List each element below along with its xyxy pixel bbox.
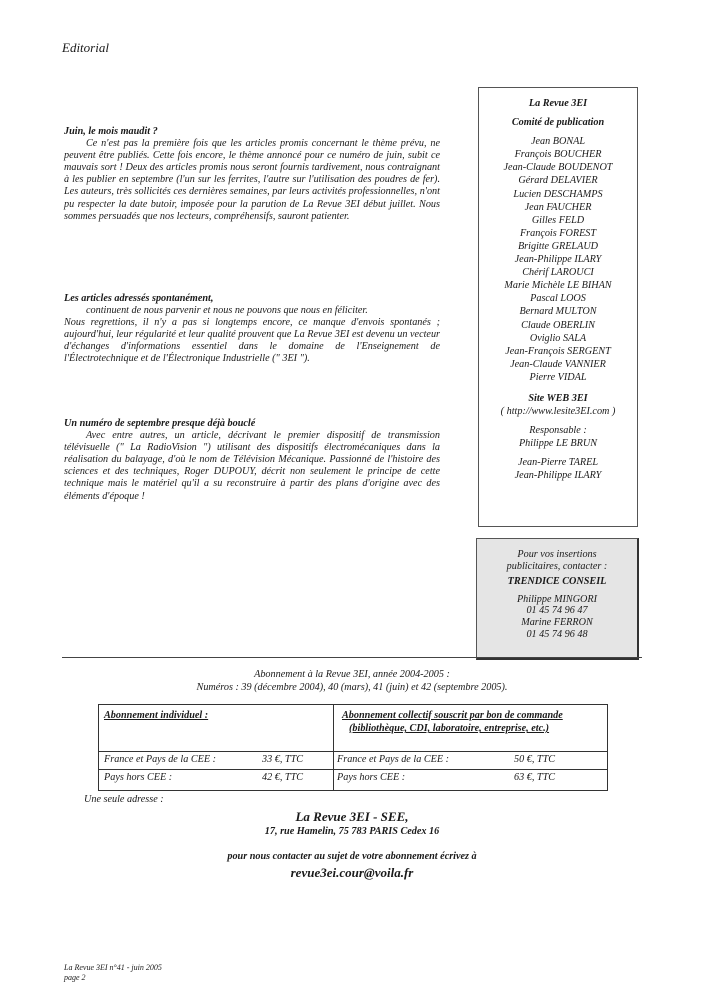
committee-heading: Comité de publication: [511, 117, 605, 129]
committee-member: Jean-François SERGENT: [505, 345, 611, 357]
ads-intro: Pour vos insertions: [517, 549, 597, 560]
committee-member: François BOUCHER: [514, 149, 602, 161]
table-row-divider: [99, 769, 607, 770]
subscription-year: Abonnement à la Revue 3EI, année 2004-2005 :: [254, 669, 450, 680]
individual-label: Pays hors CEE :: [104, 772, 173, 783]
ads-box: [476, 538, 639, 660]
article-2: [64, 293, 440, 366]
committee-member: Jean-Claude BOUDENOT: [503, 162, 613, 174]
single-address-label: Une seule adresse :: [84, 794, 164, 805]
committee-member: Gilles FELD: [531, 214, 585, 226]
contact-line: pour nous contacter au sujet de votre abonnement écrivez à: [227, 851, 477, 862]
section-divider: [62, 657, 642, 658]
article-3: [64, 418, 440, 503]
individual-label: France et Pays de la CEE :: [104, 754, 217, 765]
individual-price: 33 €, TTC: [262, 754, 304, 765]
article-body: Nous regrettions, il n'y a pas si longtemps encore, ce manque d'envois spontanés ; aujourd'hui, leur régularité et leur qualité prouvent que La Revue 3EI est devenu un vecteur d'échanges d'informations essentiel dans le domaine de l'Enseignement de l'Électrotechnique et de l'Électronique Industrielle (" 3EI ").: [64, 317, 440, 365]
ads-intro: publicitaires, contacter :: [506, 560, 608, 572]
responsable-label: Responsable :: [529, 425, 587, 437]
article-body: Avec entre autres, un article, décrivant le premier dispositif de transmission télévisuelle (" La RadioVision ") utilisant des dispositifs électromécaniques dans la réalisation du balayage, d'où le nom de Télévision Mécanique. Passionné de l'histoire des sciences et des techniques, Roger DUPOUY, décrit non seulement le principe de cette technique mais le matériel qu'il a su reconstruire à partir des plans d'origine avec des éléments d'époque !: [64, 430, 440, 502]
ads-contact-phone: 01 45 74 96 47: [526, 605, 588, 617]
ads-contact-phone: 01 45 74 96 48: [526, 628, 588, 640]
individual-heading: Abonnement individuel :: [104, 710, 209, 721]
ads-contact-name: Philippe MINGORI: [516, 593, 598, 605]
article-body-first-line: continuent de nous parvenir et nous ne pouvons que nous en féliciter.: [86, 305, 368, 317]
site-label: Site WEB 3EI: [528, 392, 588, 404]
contact-email[interactable]: revue3ei.cour@voila.fr: [290, 865, 414, 880]
responsable-name: Philippe LE BRUN: [518, 438, 598, 450]
collective-heading: Abonnement collectif souscrit par bon de commande: [342, 710, 563, 721]
committee-member: Jean FAUCHER: [524, 201, 592, 213]
subscription-issues: Numéros : 39 (décembre 2004), 40 (mars), 41 (juin) et 42 (septembre 2005).: [196, 682, 508, 693]
subscription-heading: [62, 668, 642, 694]
committee-member: Jean-Philippe ILARY: [514, 254, 602, 266]
article-body: Ce n'est pas la première fois que les articles promis concernant le thème prévu, ne peuvent être publiés. Cette fois encore, le thème annoncé pour ce numéro de juin, subit ce mauvais sort ! Deux des articles promis nous seront fournis tardivement, nous contraignant à les publier en septembre (l'un sur les ferrites, l'autre sur l'utilisation des poudres de fer). Les auteurs, très sollicités ces dernières semaines, par leurs activités professionnelles, n'ont pu respecter la date butoir, imposée pour la parution de La Revue 3EI début juillet. Nous sommes persuadés que nos lecteurs, compréhensifs, sauront patienter.: [64, 138, 440, 222]
committee-member: François FOREST: [519, 227, 597, 239]
extra-name: Jean-Pierre TAREL: [517, 457, 599, 469]
subscription-table: [98, 704, 608, 791]
article-title: Juin, le mois maudit ?: [64, 126, 158, 137]
individual-price: 42 €, TTC: [262, 772, 304, 783]
page-footer: [64, 963, 162, 982]
article-1: [64, 126, 440, 223]
ads-company: TRENDICE CONSEIL: [507, 576, 607, 588]
committee-member: Bernard MULTON: [519, 306, 597, 318]
committee-member: Marie Michèle LE BIHAN: [504, 280, 612, 292]
committee-member: Chérif LAROUCI: [522, 267, 594, 279]
collective-label: Pays hors CEE :: [337, 772, 406, 783]
committee-members: [479, 135, 637, 384]
collective-price: 63 €, TTC: [514, 772, 556, 783]
committee-member: Claude OBERLIN: [521, 319, 595, 331]
collective-heading: (bibliothèque, CDI, laboratoire, entreprise, etc.): [349, 723, 550, 734]
site-url[interactable]: ( http://www.lesite3EI.com ): [500, 406, 616, 418]
article-title: Les articles adressés spontanément,: [64, 293, 214, 304]
committee-box: [478, 87, 638, 527]
table-row-divider: [99, 751, 607, 752]
article-title: Un numéro de septembre presque déjà bouclé: [64, 418, 256, 429]
ads-contact-name: Marine FERRON: [521, 616, 593, 628]
committee-member: Jean BONAL: [530, 136, 586, 148]
committee-member: Brigitte GRELAUD: [517, 240, 599, 252]
contact-address: 17, rue Hamelin, 75 783 PARIS Cedex 16: [264, 826, 440, 837]
committee-member: Pierre VIDAL: [529, 371, 587, 383]
committee-member: Gérard DELAVIER: [518, 175, 598, 187]
extra-name: Jean-Philippe ILARY: [514, 470, 602, 482]
committee-member: Jean-Claude VANNIER: [510, 358, 606, 370]
collective-price: 50 €, TTC: [514, 754, 556, 765]
section-label: Editorial: [62, 40, 109, 55]
collective-label: France et Pays de la CEE :: [337, 754, 450, 765]
committee-member: Lucien DESCHAMPS: [513, 188, 603, 200]
footer-issue: La Revue 3EI n°41 - juin 2005: [64, 963, 162, 972]
table-column-divider: [333, 705, 334, 790]
committee-member: Pascal LOOS: [530, 293, 586, 305]
footer-page: page 2: [64, 972, 86, 982]
committee-member: Oviglio SALA: [529, 332, 587, 344]
contact-org: La Revue 3EI - SEE,: [295, 809, 409, 824]
revue-title: La Revue 3EI: [528, 98, 588, 109]
